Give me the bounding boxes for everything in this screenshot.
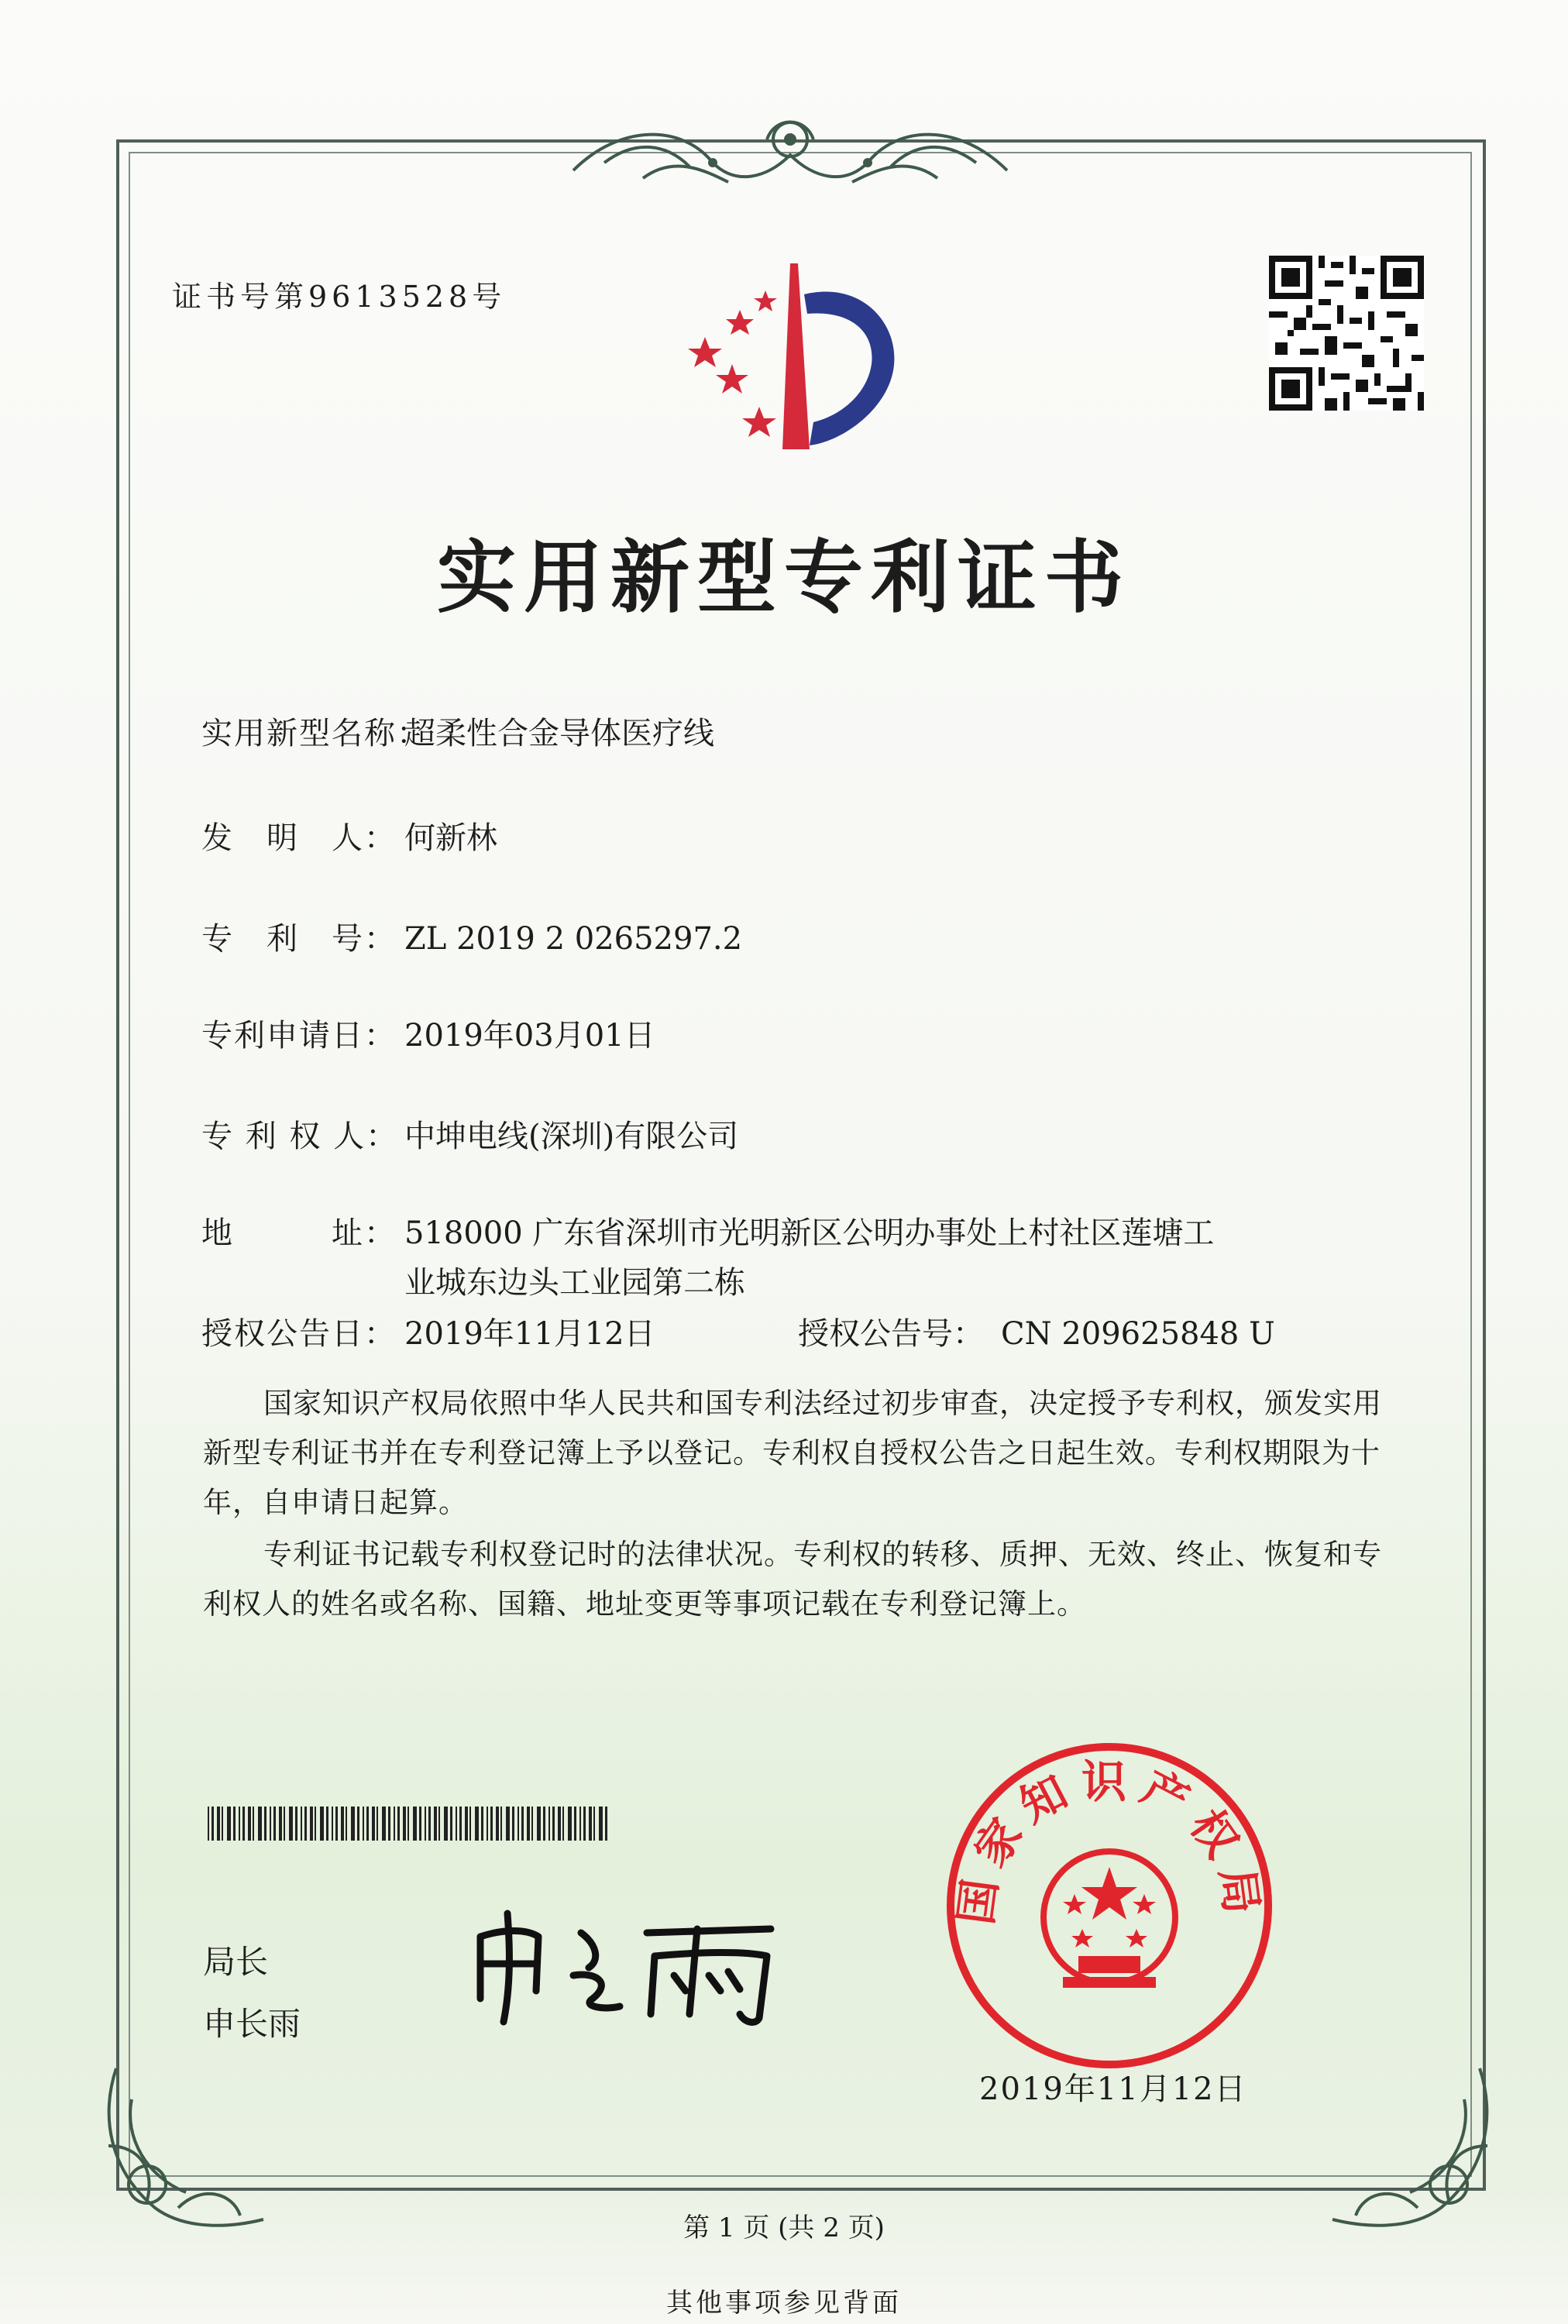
patent-number-row bbox=[201, 914, 742, 958]
barcode-bar bbox=[301, 1807, 302, 1841]
barcode-bar bbox=[574, 1807, 576, 1841]
barcode-bar bbox=[341, 1807, 344, 1841]
barcode-bar bbox=[227, 1807, 231, 1841]
barcode bbox=[208, 1807, 610, 1841]
patent-office-logo bbox=[674, 248, 914, 465]
address-value: 518000 广东省深圳市光明新区公明办事处上村社区莲塘工业城东边头工业园第二栋 bbox=[404, 1215, 1215, 1301]
address-row bbox=[201, 1208, 404, 1253]
barcode-bar bbox=[531, 1807, 533, 1841]
barcode-bar bbox=[279, 1807, 282, 1841]
barcode-bar bbox=[320, 1807, 324, 1841]
barcode-bar bbox=[273, 1807, 276, 1841]
barcode-bar bbox=[382, 1807, 386, 1841]
barcode-bar bbox=[425, 1807, 426, 1841]
qr-code bbox=[1269, 256, 1424, 411]
barcode-bar bbox=[326, 1807, 328, 1841]
barcode-bar bbox=[599, 1807, 603, 1841]
barcode-bar bbox=[438, 1807, 440, 1841]
barcode-bar bbox=[351, 1807, 355, 1841]
grant-number-value: CN 209625848 U bbox=[1001, 1316, 1275, 1352]
certificate-number: 证书号第9613528号 bbox=[172, 280, 507, 314]
barcode-bar bbox=[568, 1807, 572, 1841]
legal-status-paragraph: 专利证书记载专利权登记时的法律状况。专利权的转移、质押、无效、终止、恢复和专利权人的姓名或名称、国籍、地址变更等事项记载在专利登记簿上。 bbox=[203, 1538, 1382, 1621]
filing-date-label: 专利申请日： bbox=[201, 1018, 397, 1054]
director-signature bbox=[465, 1890, 790, 2030]
utility-model-name-value: 超柔性合金导体医疗线 bbox=[404, 716, 714, 751]
patent-number-label: 专 利 号： bbox=[201, 921, 397, 957]
barcode-bar bbox=[419, 1807, 421, 1841]
inventor-label: 发 明 人： bbox=[201, 820, 397, 856]
barcode-bar bbox=[456, 1807, 457, 1841]
barcode-bar bbox=[518, 1807, 519, 1841]
barcode-bar bbox=[363, 1807, 364, 1841]
barcode-bar bbox=[543, 1807, 545, 1841]
barcode-bar bbox=[222, 1807, 223, 1841]
barcode-bar bbox=[264, 1807, 266, 1841]
barcode-bar bbox=[506, 1807, 510, 1841]
barcode-bar bbox=[490, 1807, 493, 1841]
barcode-bar bbox=[512, 1807, 514, 1841]
top-ornament bbox=[558, 108, 1023, 194]
utility-model-name-row bbox=[201, 709, 714, 753]
barcode-bar bbox=[242, 1807, 245, 1841]
barcode-bar bbox=[284, 1807, 285, 1841]
barcode-bar bbox=[270, 1807, 271, 1841]
inventor-value: 何新林 bbox=[404, 820, 497, 856]
grant-date-row bbox=[201, 1309, 655, 1353]
page-number: 第 1 页 (共 2 页) bbox=[683, 2212, 885, 2243]
director-name: 申长雨 bbox=[203, 2005, 301, 2043]
barcode-bar bbox=[496, 1807, 499, 1841]
grant-date-label: 授权公告日： bbox=[201, 1316, 397, 1352]
patentee-label: 专 利 权 人： bbox=[201, 1119, 399, 1154]
barcode-bar bbox=[589, 1807, 592, 1841]
barcode-bar bbox=[487, 1807, 488, 1841]
barcode-bar bbox=[335, 1807, 338, 1841]
barcode-bar bbox=[500, 1807, 502, 1841]
director-title: 局长 bbox=[203, 1943, 269, 1981]
barcode-bar bbox=[579, 1807, 581, 1841]
barcode-bar bbox=[403, 1807, 406, 1841]
barcode-bar bbox=[211, 1807, 214, 1841]
barcode-bar bbox=[583, 1807, 586, 1841]
barcode-bar bbox=[475, 1807, 479, 1841]
utility-model-name-label: 实用新型名称： bbox=[201, 716, 429, 751]
official-seal bbox=[939, 1735, 1280, 2076]
barcode-bar bbox=[407, 1807, 409, 1841]
barcode-bar bbox=[377, 1807, 378, 1841]
patent-number-value: ZL 2019 2 0265297.2 bbox=[404, 921, 743, 957]
barcode-bar bbox=[233, 1807, 236, 1841]
barcode-bar bbox=[444, 1807, 448, 1841]
barcode-bar bbox=[548, 1807, 550, 1841]
filing-date-value: 2019年03月01日 bbox=[404, 1018, 655, 1054]
barcode-bar bbox=[372, 1807, 375, 1841]
barcode-bar bbox=[537, 1807, 541, 1841]
barcode-bar bbox=[253, 1807, 254, 1841]
barcode-bar bbox=[295, 1807, 297, 1841]
barcode-bar bbox=[289, 1807, 293, 1841]
barcode-bar bbox=[481, 1807, 483, 1841]
barcode-bar bbox=[434, 1807, 437, 1841]
barcode-bar bbox=[521, 1807, 524, 1841]
barcode-bar bbox=[248, 1807, 251, 1841]
barcode-bar bbox=[558, 1807, 561, 1841]
barcode-bar bbox=[357, 1807, 359, 1841]
inventor-row bbox=[201, 813, 497, 858]
barcode-bar bbox=[413, 1807, 417, 1841]
barcode-bar bbox=[465, 1807, 468, 1841]
barcode-bar bbox=[346, 1807, 347, 1841]
barcode-bar bbox=[469, 1807, 471, 1841]
seal-text: 国家知识产权局 bbox=[949, 1755, 1270, 1928]
filing-date-row bbox=[201, 1011, 655, 1055]
barcode-bar bbox=[394, 1807, 395, 1841]
barcode-bar bbox=[552, 1807, 555, 1841]
barcode-bar bbox=[208, 1807, 209, 1841]
barcode-bar bbox=[366, 1807, 369, 1841]
barcode-bar bbox=[239, 1807, 240, 1841]
barcode-bar bbox=[388, 1807, 390, 1841]
address-label: 地 址： bbox=[201, 1215, 397, 1251]
barcode-bar bbox=[428, 1807, 431, 1841]
seal-date: 2019年11月12日 bbox=[979, 2071, 1247, 2107]
back-note: 其他事项参见背面 bbox=[666, 2288, 902, 2319]
barcode-bar bbox=[304, 1807, 307, 1841]
barcode-bar bbox=[459, 1807, 462, 1841]
grant-number-label: 授权公告号： bbox=[798, 1316, 984, 1352]
barcode-bar bbox=[332, 1807, 333, 1841]
barcode-bar bbox=[217, 1807, 220, 1841]
patentee-row bbox=[201, 1112, 738, 1156]
barcode-bar bbox=[605, 1807, 607, 1841]
grant-date-value: 2019年11月12日 bbox=[404, 1316, 655, 1352]
barcode-bar bbox=[450, 1807, 452, 1841]
barcode-bar bbox=[527, 1807, 530, 1841]
notice-paragraph: 国家知识产权局依照中华人民共和国专利法经过初步审查，决定授予专利权，颁发实用新型专利证书并在专利登记簿上予以登记。专利权自授权公告之日起生效。专利权期限为十年，自申请日起算。 bbox=[203, 1387, 1382, 1519]
grant-number-row bbox=[798, 1309, 1275, 1353]
certificate-title: 实用新型专利证书 bbox=[437, 531, 1131, 624]
barcode-bar bbox=[258, 1807, 262, 1841]
barcode-bar bbox=[562, 1807, 564, 1841]
barcode-bar bbox=[310, 1807, 313, 1841]
barcode-bar bbox=[593, 1807, 595, 1841]
barcode-bar bbox=[397, 1807, 400, 1841]
barcode-bar bbox=[315, 1807, 316, 1841]
patentee-value: 中坤电线(深圳)有限公司 bbox=[404, 1119, 739, 1154]
